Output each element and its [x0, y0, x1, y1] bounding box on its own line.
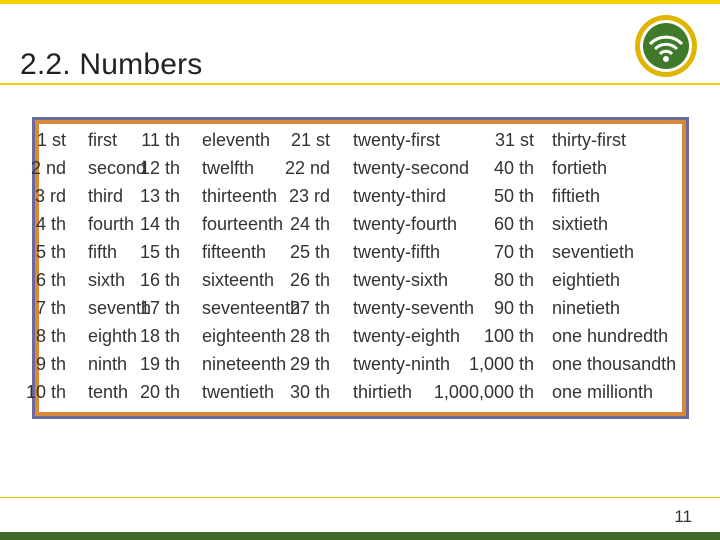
ordinal-numeral: 4 th [35, 214, 66, 234]
ordinal-word: seventh [88, 298, 152, 318]
ordinal-word: eighth [88, 326, 138, 346]
ordinal-numeral: 6 th [35, 270, 66, 290]
ordinal-numeral: 23 rd [288, 186, 330, 206]
ordinal-word: seventeenth [202, 298, 301, 318]
ordinal-word: fifth [88, 242, 118, 262]
ordinal-word: fiftieth [552, 186, 601, 206]
ordinal-numeral: 1 st [36, 130, 66, 150]
ordinal-word: twenty-ninth [353, 354, 451, 374]
ordinal-numeral: 28 th [289, 326, 330, 346]
ordinal-word: twenty-third [353, 186, 447, 206]
ordinal-word: twenty-fourth [353, 214, 458, 234]
table-row [35, 210, 682, 238]
table-row [35, 238, 682, 266]
ordinal-numeral: 12 th [139, 158, 180, 178]
ordinal-word: fortieth [552, 158, 608, 178]
ordinal-numeral: 50 th [493, 186, 534, 206]
ordinal-numeral: 80 th [493, 270, 534, 290]
ordinal-numeral: 26 th [289, 270, 330, 290]
ordinal-word: sixth [88, 270, 126, 290]
ordinal-word: sixteenth [202, 270, 275, 290]
table-row [36, 126, 682, 154]
ordinal-numeral: 16 th [139, 270, 180, 290]
table-row [30, 154, 682, 182]
ordinal-word: twentieth [202, 382, 275, 402]
ordinal-numeral: 8 th [35, 326, 66, 346]
ordinal-word: one thousandth [552, 354, 677, 374]
ordinal-numeral: 30 th [289, 382, 330, 402]
ordinal-numeral: 1,000,000 th [433, 382, 534, 402]
ordinal-numeral: 7 th [35, 298, 66, 318]
ordinal-numeral: 27 th [289, 298, 330, 318]
page-number: 11 [674, 507, 692, 526]
ordinal-numeral: 13 th [139, 186, 180, 206]
ordinal-word: thirtieth [353, 382, 413, 402]
ordinal-word: twenty-sixth [353, 270, 449, 290]
ordinal-numeral: 14 th [139, 214, 180, 234]
ordinal-word: second [88, 158, 147, 178]
ordinal-word: one millionth [552, 382, 654, 402]
ordinal-numeral: 31 st [494, 130, 534, 150]
table-row [35, 266, 682, 294]
ordinal-word: one hundredth [552, 326, 669, 346]
ordinal-word: fourth [88, 214, 135, 234]
ordinal-word: eighteenth [202, 326, 287, 346]
ordinal-numeral: 2 nd [30, 158, 66, 178]
table-row [35, 322, 682, 350]
ordinal-numeral: 22 nd [284, 158, 330, 178]
ordinal-numeral: 5 th [35, 242, 66, 262]
ordinal-numeral: 18 th [139, 326, 180, 346]
footer-rule [0, 497, 720, 498]
ordinal-word: twenty-eighth [353, 326, 461, 346]
ordinal-word: eleven​th [202, 130, 271, 150]
ordinal-numeral: 24 th [289, 214, 330, 234]
ordinal-numeral: 20 th [139, 382, 180, 402]
ordinal-numeral: 9 th [35, 354, 66, 374]
ordinal-word: thirty-first [552, 130, 626, 150]
ordinal-numeral: 3 rd [34, 186, 66, 206]
wifi-seal-logo-icon [634, 14, 698, 78]
ordinal-word: twenty-fifth [353, 242, 441, 262]
ordinal-word: thirteenth [202, 186, 278, 206]
ordinal-word: first [88, 130, 117, 150]
ordinal-word: twenty-second [353, 158, 470, 178]
ordinal-word: twenty-first [353, 130, 441, 150]
ordinal-numeral: 21 st [290, 130, 330, 150]
ordinal-word: fourteenth [202, 214, 284, 234]
table-row [34, 182, 682, 210]
ordinal-numeral: 40 th [493, 158, 534, 178]
ordinal-numeral: 17 th [139, 298, 180, 318]
ordinal-word: sixtieth [552, 214, 609, 234]
top-accent-stripe [0, 0, 720, 4]
table-row [25, 378, 682, 406]
ordinal-word: nineteenth [202, 354, 287, 374]
ordinal-numeral: 29 th [289, 354, 330, 374]
ordinal-numeral: 1,000 th [468, 354, 534, 374]
ordinal-numeral: 60 th [493, 214, 534, 234]
ordinal-numbers-table [25, 124, 682, 412]
ordinal-word: ninetieth [552, 298, 621, 318]
ordinal-word: third [88, 186, 124, 206]
ordinal-numeral: 19 th [139, 354, 180, 374]
ordinal-numeral: 90 th [493, 298, 534, 318]
ordinal-word: ninth [88, 354, 128, 374]
ordinal-word: eightieth [552, 270, 621, 290]
slide-title: 2.2. Numbers [20, 48, 203, 81]
ordinal-numbers-table-frame [25, 117, 689, 419]
ordinal-word: seventieth [552, 242, 635, 262]
ordinal-word: tenth [88, 382, 129, 402]
ordinal-numeral: 15 th [139, 242, 180, 262]
ordinal-numeral: 70 th [493, 242, 534, 262]
ordinal-numeral: 11 th [141, 130, 180, 150]
ordinal-word: fifteenth [202, 242, 267, 262]
ordinal-numeral: 25 th [289, 242, 330, 262]
ordinal-numeral: 100 th [483, 326, 534, 346]
ordinal-word: twelfth [202, 158, 255, 178]
title-underline [0, 83, 720, 85]
ordinal-numeral: 10 th [25, 382, 66, 402]
ordinal-word: twenty-seventh [353, 298, 475, 318]
table-row [35, 350, 682, 378]
table-row [35, 294, 682, 322]
bottom-accent-bar [0, 532, 720, 540]
